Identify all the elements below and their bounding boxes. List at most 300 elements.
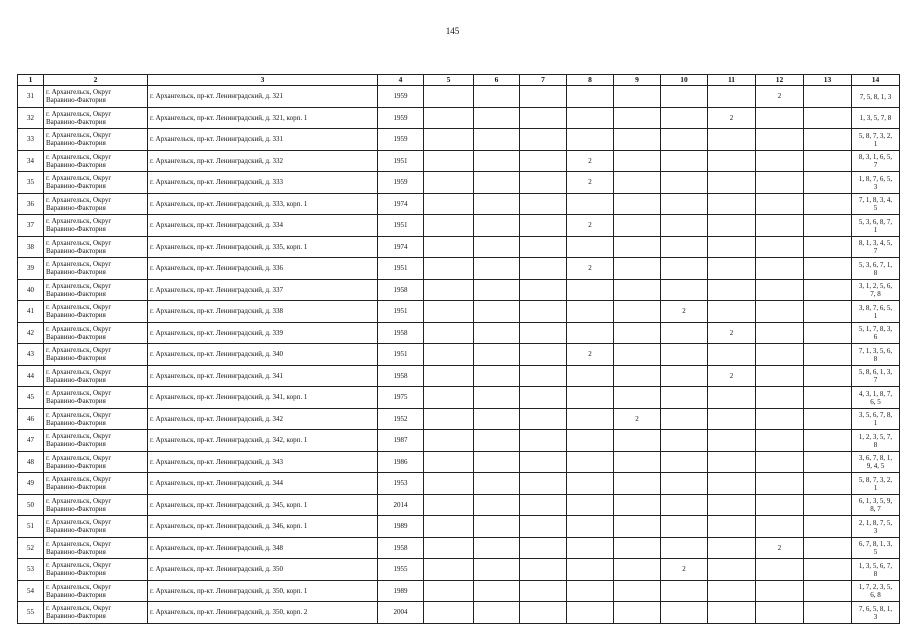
value-cell-7 (520, 473, 567, 495)
row-number-cell: 37 (18, 215, 44, 237)
value-cell-8 (567, 516, 614, 538)
sequence-cell (852, 258, 900, 280)
sequence-cell (852, 193, 900, 215)
value-cell-9 (614, 258, 661, 280)
location-line: Варавино-Фактория (46, 397, 106, 406)
value-cell-10 (661, 258, 708, 280)
sequence-line: 9, 4, 5 (866, 462, 885, 471)
year-cell: 1959 (378, 86, 424, 108)
value-cell-9 (614, 451, 661, 473)
location-line: г. Архангельск, Округ (46, 432, 112, 441)
value-cell-12 (756, 258, 804, 280)
value-cell-6 (474, 215, 520, 237)
location-line: Варавино-Фактория (46, 526, 106, 535)
location-cell (44, 494, 148, 516)
value-cell-7 (520, 107, 567, 129)
location-line: Варавино-Фактория (46, 461, 106, 470)
sequence-line: 5 (873, 204, 878, 213)
table-row (18, 408, 900, 430)
year-cell: 1989 (378, 516, 424, 538)
value-cell-5 (424, 430, 474, 452)
value-cell-11 (708, 516, 756, 538)
sequence-line: 5, 3, 6, 7, 1, (858, 260, 893, 269)
sequence-line: 1, 3, 5, 7, 8 (859, 114, 892, 123)
row-number-cell: 48 (18, 451, 44, 473)
value-cell-9 (614, 107, 661, 129)
value-cell-13 (804, 258, 852, 280)
location-line: г. Архангельск, Округ (46, 303, 112, 312)
sequence-cell (852, 408, 900, 430)
value-cell-9 (614, 236, 661, 258)
address-cell: г. Архангельск, пр-кт. Ленинградский, д. 342 (148, 408, 378, 430)
value-cell-9 (614, 580, 661, 602)
sequence-line: 7, 1, 8, 3, 4, (858, 196, 893, 205)
sequence-line: 7, 5, 8, 1, 3 (859, 92, 892, 101)
value-cell-9 (614, 494, 661, 516)
sequence-line: 3 (873, 612, 878, 621)
sequence-line: 4, 3, 1, 8, 7, (858, 389, 893, 398)
location-line: Варавино-Фактория (46, 268, 106, 277)
table-row (18, 580, 900, 602)
sequence-cell (852, 172, 900, 194)
value-cell-7 (520, 602, 567, 624)
address-cell: г. Архангельск, пр-кт. Ленинградский, д. 345, корп. 1 (148, 494, 378, 516)
value-cell-9 (614, 86, 661, 108)
address-cell: г. Архангельск, пр-кт. Ленинградский, д. 342, корп. 1 (148, 430, 378, 452)
year-cell: 1958 (378, 365, 424, 387)
value-cell-6 (474, 516, 520, 538)
value-cell-11 (708, 344, 756, 366)
column-header-3: 3 (148, 75, 378, 86)
year-cell: 1951 (378, 344, 424, 366)
sequence-line: 5, 1, 7, 8, 3, (858, 325, 893, 334)
row-number-cell: 53 (18, 559, 44, 581)
location-line: г. Архангельск, Округ (46, 475, 112, 484)
year-cell: 1974 (378, 193, 424, 215)
location-line: Варавино-Фактория (46, 160, 106, 169)
location-line: Варавино-Фактория (46, 225, 106, 234)
location-cell (44, 344, 148, 366)
year-cell: 1952 (378, 408, 424, 430)
year-cell: 1987 (378, 430, 424, 452)
value-cell-6 (474, 150, 520, 172)
location-line: г. Архангельск, Округ (46, 324, 112, 333)
value-cell-10 (661, 107, 708, 129)
location-line: Варавино-Фактория (46, 612, 106, 621)
value-cell-9: 2 (614, 408, 661, 430)
value-cell-9 (614, 150, 661, 172)
column-header-5: 5 (424, 75, 474, 86)
value-cell-11 (708, 430, 756, 452)
value-cell-5 (424, 150, 474, 172)
value-cell-7 (520, 344, 567, 366)
sequence-cell (852, 279, 900, 301)
sequence-cell (852, 129, 900, 151)
value-cell-7 (520, 559, 567, 581)
table-row (18, 451, 900, 473)
value-cell-8: 2 (567, 215, 614, 237)
value-cell-6 (474, 172, 520, 194)
sequence-line: 3, 8, 7, 6, 5, (858, 303, 893, 312)
value-cell-10 (661, 387, 708, 409)
row-number-cell: 49 (18, 473, 44, 495)
table-row (18, 150, 900, 172)
value-cell-6 (474, 344, 520, 366)
value-cell-5 (424, 387, 474, 409)
year-cell: 2004 (378, 602, 424, 624)
sequence-line: 8, 1, 3, 4, 5, (858, 239, 893, 248)
value-cell-9 (614, 172, 661, 194)
sequence-line: 7 (873, 247, 878, 256)
value-cell-10 (661, 408, 708, 430)
sequence-cell (852, 430, 900, 452)
value-cell-12 (756, 387, 804, 409)
value-cell-10 (661, 279, 708, 301)
location-cell (44, 365, 148, 387)
value-cell-13 (804, 387, 852, 409)
year-cell: 1958 (378, 279, 424, 301)
table-row (18, 365, 900, 387)
value-cell-10 (661, 236, 708, 258)
table-row (18, 516, 900, 538)
value-cell-12 (756, 236, 804, 258)
sequence-line: 6, 5 (870, 397, 881, 406)
table-row (18, 559, 900, 581)
location-cell (44, 580, 148, 602)
sequence-cell (852, 451, 900, 473)
value-cell-5 (424, 580, 474, 602)
sequence-line: 5, 8, 7, 3, 2, (858, 475, 893, 484)
value-cell-12: 2 (756, 86, 804, 108)
value-cell-13 (804, 559, 852, 581)
value-cell-5 (424, 129, 474, 151)
location-cell (44, 236, 148, 258)
address-cell: г. Архангельск, пр-кт. Ленинградский, д. 350, корп. 1 (148, 580, 378, 602)
location-line: Варавино-Фактория (46, 504, 106, 513)
value-cell-10 (661, 430, 708, 452)
address-cell: г. Архангельск, пр-кт. Ленинградский, д. 341 (148, 365, 378, 387)
location-cell (44, 279, 148, 301)
value-cell-8 (567, 430, 614, 452)
row-number-cell: 36 (18, 193, 44, 215)
address-cell: г. Архангельск, пр-кт. Ленинградский, д. 336 (148, 258, 378, 280)
value-cell-5 (424, 559, 474, 581)
table-body (18, 86, 900, 624)
address-cell: г. Архангельск, пр-кт. Ленинградский, д. 340 (148, 344, 378, 366)
value-cell-7 (520, 494, 567, 516)
value-cell-13 (804, 193, 852, 215)
value-cell-5 (424, 516, 474, 538)
value-cell-11: 2 (708, 107, 756, 129)
value-cell-6 (474, 86, 520, 108)
location-cell (44, 430, 148, 452)
address-cell: г. Архангельск, пр-кт. Ленинградский, д. 333 (148, 172, 378, 194)
value-cell-9 (614, 279, 661, 301)
table-row (18, 430, 900, 452)
value-cell-7 (520, 236, 567, 258)
sequence-cell (852, 215, 900, 237)
value-cell-9 (614, 129, 661, 151)
location-line: Варавино-Фактория (46, 483, 106, 492)
row-number-cell: 55 (18, 602, 44, 624)
table-row (18, 258, 900, 280)
sequence-line: 6, 7, 8, 1, 3, (858, 540, 893, 549)
value-cell-13 (804, 236, 852, 258)
value-cell-6 (474, 408, 520, 430)
value-cell-12 (756, 365, 804, 387)
value-cell-6 (474, 387, 520, 409)
location-line: Варавино-Фактория (46, 569, 106, 578)
sequence-cell (852, 344, 900, 366)
value-cell-11 (708, 537, 756, 559)
location-line: г. Архангельск, Округ (46, 582, 112, 591)
year-cell: 1955 (378, 559, 424, 581)
sequence-line: 5 (873, 548, 878, 557)
value-cell-5 (424, 172, 474, 194)
location-line: г. Архангельск, Округ (46, 453, 112, 462)
row-number-cell: 47 (18, 430, 44, 452)
row-number-cell: 45 (18, 387, 44, 409)
value-cell-8 (567, 387, 614, 409)
sequence-cell (852, 516, 900, 538)
page-number: 145 (445, 26, 460, 36)
value-cell-8: 2 (567, 150, 614, 172)
table-row (18, 279, 900, 301)
location-cell (44, 602, 148, 624)
location-cell (44, 451, 148, 473)
value-cell-8 (567, 451, 614, 473)
value-cell-5 (424, 602, 474, 624)
location-cell (44, 387, 148, 409)
value-cell-10 (661, 322, 708, 344)
value-cell-6 (474, 602, 520, 624)
value-cell-11 (708, 494, 756, 516)
value-cell-10 (661, 473, 708, 495)
table-row (18, 193, 900, 215)
value-cell-11 (708, 236, 756, 258)
row-number-cell: 38 (18, 236, 44, 258)
row-number-cell: 34 (18, 150, 44, 172)
location-cell (44, 86, 148, 108)
value-cell-10 (661, 580, 708, 602)
year-cell: 1951 (378, 150, 424, 172)
value-cell-12 (756, 494, 804, 516)
location-cell (44, 150, 148, 172)
value-cell-8 (567, 602, 614, 624)
sequence-cell (852, 580, 900, 602)
location-line: г. Архангельск, Округ (46, 217, 112, 226)
year-cell: 1951 (378, 258, 424, 280)
value-cell-13 (804, 537, 852, 559)
year-cell: 1974 (378, 236, 424, 258)
value-cell-10 (661, 494, 708, 516)
sequence-line: 1 (873, 139, 878, 148)
location-line: Варавино-Фактория (46, 590, 106, 599)
value-cell-12 (756, 516, 804, 538)
value-cell-5 (424, 215, 474, 237)
location-line: Варавино-Фактория (46, 289, 106, 298)
value-cell-13 (804, 516, 852, 538)
sequence-line: 3, 1, 2, 5, 6, (858, 282, 893, 291)
row-number-cell: 33 (18, 129, 44, 151)
value-cell-6 (474, 580, 520, 602)
table-row (18, 215, 900, 237)
value-cell-11 (708, 473, 756, 495)
location-line: Варавино-Фактория (46, 96, 106, 105)
location-line: г. Архангельск, Округ (46, 389, 112, 398)
value-cell-6 (474, 494, 520, 516)
table-header-row (18, 75, 900, 86)
value-cell-5 (424, 236, 474, 258)
value-cell-10 (661, 344, 708, 366)
year-cell: 1959 (378, 129, 424, 151)
value-cell-8 (567, 129, 614, 151)
year-cell: 1959 (378, 172, 424, 194)
sequence-line: 2, 1, 8, 7, 5, (858, 518, 893, 527)
sequence-cell (852, 322, 900, 344)
value-cell-13 (804, 279, 852, 301)
value-cell-10 (661, 365, 708, 387)
row-number-cell: 51 (18, 516, 44, 538)
value-cell-13 (804, 365, 852, 387)
value-cell-7 (520, 258, 567, 280)
location-line: Варавино-Фактория (46, 182, 106, 191)
column-header-13: 13 (804, 75, 852, 86)
value-cell-6 (474, 193, 520, 215)
sequence-line: 6, 8 (870, 591, 881, 600)
location-line: Варавино-Фактория (46, 117, 106, 126)
location-line: Варавино-Фактория (46, 203, 106, 212)
value-cell-9 (614, 387, 661, 409)
value-cell-7 (520, 279, 567, 301)
address-cell: г. Архангельск, пр-кт. Ленинградский, д. 334 (148, 215, 378, 237)
value-cell-10 (661, 172, 708, 194)
value-cell-5 (424, 279, 474, 301)
address-cell: г. Архангельск, пр-кт. Ленинградский, д. 346, корп. 1 (148, 516, 378, 538)
value-cell-10 (661, 86, 708, 108)
value-cell-5 (424, 86, 474, 108)
location-line: г. Архангельск, Округ (46, 152, 112, 161)
value-cell-6 (474, 279, 520, 301)
sequence-line: 5, 8, 7, 3, 2, (858, 131, 893, 140)
value-cell-6 (474, 537, 520, 559)
row-number-cell: 42 (18, 322, 44, 344)
value-cell-7 (520, 516, 567, 538)
value-cell-11 (708, 451, 756, 473)
value-cell-9 (614, 537, 661, 559)
value-cell-7 (520, 408, 567, 430)
value-cell-12 (756, 344, 804, 366)
value-cell-13 (804, 86, 852, 108)
location-cell (44, 301, 148, 323)
year-cell: 1951 (378, 301, 424, 323)
value-cell-13 (804, 215, 852, 237)
location-line: г. Архангельск, Округ (46, 496, 112, 505)
value-cell-12 (756, 172, 804, 194)
value-cell-6 (474, 365, 520, 387)
address-cell: г. Архангельск, пр-кт. Ленинградский, д. 321, корп. 1 (148, 107, 378, 129)
location-line: г. Архангельск, Округ (46, 88, 112, 97)
table-row (18, 387, 900, 409)
column-header-10: 10 (661, 75, 708, 86)
value-cell-8 (567, 580, 614, 602)
sequence-cell (852, 107, 900, 129)
year-cell: 1951 (378, 215, 424, 237)
value-cell-12 (756, 301, 804, 323)
value-cell-11 (708, 129, 756, 151)
value-cell-11: 2 (708, 365, 756, 387)
value-cell-7 (520, 215, 567, 237)
value-cell-13 (804, 301, 852, 323)
value-cell-7 (520, 86, 567, 108)
location-line: Варавино-Фактория (46, 354, 106, 363)
value-cell-7 (520, 451, 567, 473)
value-cell-13 (804, 322, 852, 344)
table-row (18, 301, 900, 323)
sequence-line: 1, 8, 7, 6, 5, (858, 174, 893, 183)
value-cell-12: 2 (756, 537, 804, 559)
value-cell-6 (474, 473, 520, 495)
value-cell-10 (661, 215, 708, 237)
address-cell: г. Архангельск, пр-кт. Ленинградский, д. 343 (148, 451, 378, 473)
address-cell: г. Архангельск, пр-кт. Ленинградский, д. 321 (148, 86, 378, 108)
value-cell-11 (708, 193, 756, 215)
value-cell-13 (804, 451, 852, 473)
column-header-4: 4 (378, 75, 424, 86)
sequence-line: 1, 3, 5, 6, 7, (858, 561, 893, 570)
value-cell-12 (756, 430, 804, 452)
table-row (18, 107, 900, 129)
location-line: г. Архангельск, Округ (46, 238, 112, 247)
value-cell-8 (567, 408, 614, 430)
year-cell: 1986 (378, 451, 424, 473)
location-line: Варавино-Фактория (46, 375, 106, 384)
location-line: г. Архангельск, Округ (46, 281, 112, 290)
value-cell-8 (567, 86, 614, 108)
value-cell-7 (520, 580, 567, 602)
sequence-cell (852, 537, 900, 559)
address-cell: г. Архангельск, пр-кт. Ленинградский, д. 348 (148, 537, 378, 559)
value-cell-8 (567, 236, 614, 258)
value-cell-6 (474, 258, 520, 280)
value-cell-7 (520, 301, 567, 323)
value-cell-11 (708, 150, 756, 172)
location-cell (44, 107, 148, 129)
table-row (18, 344, 900, 366)
value-cell-8 (567, 537, 614, 559)
sequence-line: 7 (873, 376, 878, 385)
value-cell-5 (424, 365, 474, 387)
column-header-11: 11 (708, 75, 756, 86)
value-cell-6 (474, 107, 520, 129)
value-cell-5 (424, 301, 474, 323)
sequence-line: 5, 3, 6, 8, 7, (858, 217, 893, 226)
row-number-cell: 46 (18, 408, 44, 430)
value-cell-11: 2 (708, 322, 756, 344)
row-number-cell: 41 (18, 301, 44, 323)
row-number-cell: 32 (18, 107, 44, 129)
location-line: г. Архангельск, Округ (46, 195, 112, 204)
column-header-2: 2 (44, 75, 148, 86)
row-number-cell: 31 (18, 86, 44, 108)
row-number-cell: 39 (18, 258, 44, 280)
location-line: г. Архангельск, Округ (46, 260, 112, 269)
sequence-cell (852, 559, 900, 581)
table-row (18, 86, 900, 108)
sequence-cell (852, 236, 900, 258)
value-cell-11 (708, 172, 756, 194)
location-line: Варавино-Фактория (46, 311, 106, 320)
